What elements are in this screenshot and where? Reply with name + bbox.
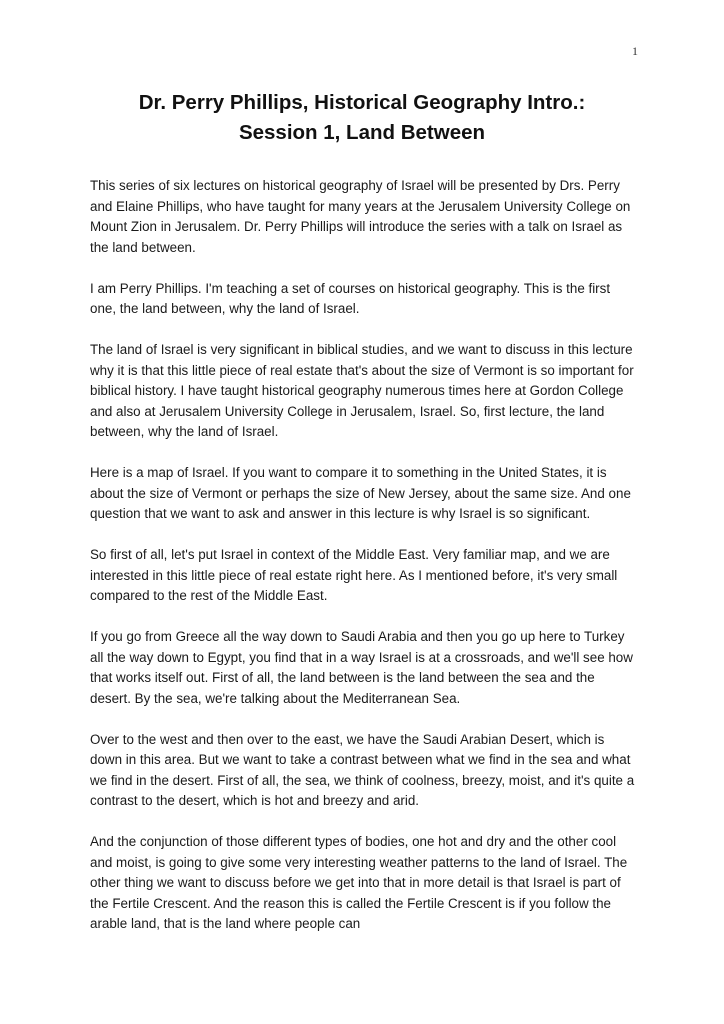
title-line-1: Dr. Perry Phillips, Historical Geography Intro.: xyxy=(138,91,586,114)
paragraph: This series of six lectures on historical geography of Israel will be presented by Drs. Perry and Elaine Phillips, who have taught for many years at the Jerusalem University College on Mount Zion in Jerusalem. Dr. Perry Phillips will introduce the series with a talk on Israel as the land between. xyxy=(90,178,631,255)
paragraph: The land of Israel is very significant in biblical studies, and we want to discuss in this lecture why it is that this little piece of real estate that's about the size of Vermont is so important for biblical history. I have taught historical geography numerous times here at Gordon College and also at Jerusalem University College in Jerusalem, Israel. So, first lecture, the land between, why the land of Israel. xyxy=(90,342,634,439)
document-body xyxy=(90,176,638,955)
paragraph: I am Perry Phillips. I'm teaching a set of courses on historical geography. This is the first one, the land between, why the land of Israel. xyxy=(90,280,611,316)
paragraph: And the conjunction of those different types of bodies, one hot and dry and the other cool and moist, is going to give some very interesting weather patterns to the land of Israel. The other thing we want to discuss before we get into that in more detail is that Israel is part of the Fertile Crescent. And the reason this is called the Fertile Crescent is if you follow the arable land, that is the land where people can xyxy=(90,834,628,931)
paragraph: Here is a map of Israel. If you want to compare it to something in the United States, it is about the size of Vermont or perhaps the size of New Jersey, about the same size. And one question that we want to ask and answer in this lecture is why Israel is so significant. xyxy=(90,465,631,521)
paragraph: So first of all, let's put Israel in context of the Middle East. Very familiar map, and we are interested in this little piece of real estate right here. As I mentioned before, it's very small compared to the rest of the Middle East. xyxy=(90,547,618,603)
document-title xyxy=(60,88,664,148)
title-line-2: Session 1, Land Between xyxy=(238,121,486,144)
paragraph: Over to the west and then over to the east, we have the Saudi Arabian Desert, which is down in this area. But we want to take a contrast between what we find in the sea and what we find in the desert. First of all, the sea, we think of coolness, breezy, moist, and it's quite a contrast to the desert, which is hot and breezy and arid. xyxy=(90,731,635,808)
paragraph: If you go from Greece all the way down to Saudi Arabia and then you go up here to Turkey all the way down to Egypt, you find that in a way Israel is at a crossroads, and we'll see how that works itself out. First of all, the land between is the land between the sea and the desert. By the sea, we're talking about the Mediterranean Sea. xyxy=(90,629,633,706)
page-number: 1 xyxy=(632,44,638,58)
